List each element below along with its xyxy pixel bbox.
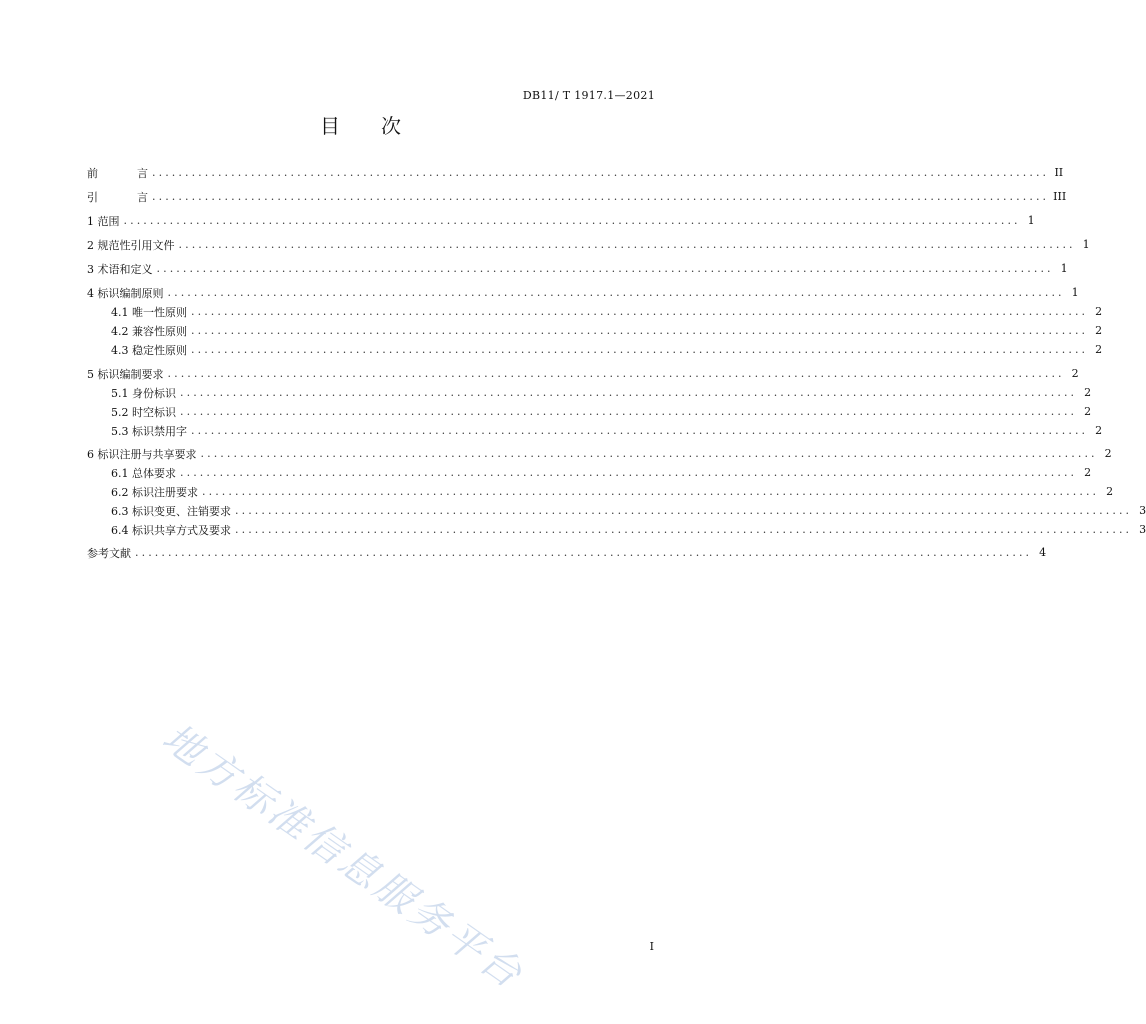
toc-subentry[interactable] (111, 403, 1092, 420)
dot-leader: ........................................................................................................................................ (178, 237, 1076, 251)
toc-page-number: 2 (1106, 485, 1114, 498)
dot-leader: ........................................................................................................................................ (152, 189, 1050, 203)
toc-page-number: 2 (1084, 386, 1092, 399)
toc-page-number: 2 (1095, 424, 1103, 437)
toc-subentry[interactable] (111, 502, 1146, 519)
title-right-char: 次 (381, 114, 404, 138)
dot-leader: ........................................................................................................................................ (191, 323, 1089, 337)
dot-leader: ........................................................................................................................................ (180, 404, 1078, 418)
toc-entry-foreword[interactable] (87, 164, 1064, 181)
toc-page-number: 1 (1071, 286, 1079, 299)
toc-subentry[interactable] (111, 341, 1103, 358)
toc-label: 引 (87, 190, 98, 204)
toc-page-number: III (1053, 190, 1067, 203)
dot-leader: ........................................................................................................................................ (135, 545, 1033, 559)
toc-subentry[interactable] (111, 322, 1103, 339)
toc-subentry[interactable] (111, 303, 1103, 320)
toc-page-number: 2 (1104, 447, 1112, 460)
toc-page-number: 2 (1095, 343, 1103, 356)
toc-label: 2 规范性引用文件 (87, 237, 179, 253)
dot-leader: ........................................................................................................................................ (191, 423, 1089, 437)
watermark: 地方标准信息服务平台 (154, 715, 533, 999)
toc-label: 5 标识编制要求 (87, 366, 168, 382)
toc-entry-bibliography[interactable] (87, 544, 1047, 561)
toc-page-number: 1 (1082, 238, 1090, 251)
toc-subentry[interactable] (111, 384, 1092, 401)
dot-leader: ........................................................................................................................................ (235, 522, 1133, 536)
toc-page-number: 3 (1139, 504, 1146, 517)
toc-subentry[interactable] (111, 483, 1114, 500)
toc-page-number: 1 (1060, 262, 1068, 275)
toc-subentry[interactable] (111, 521, 1146, 538)
dot-leader: ........................................................................................................................................ (191, 304, 1089, 318)
toc-label: 5.3 标识禁用字 (111, 423, 191, 439)
toc-label: 6.1 总体要求 (111, 465, 180, 481)
toc-label: 言 (137, 166, 148, 180)
toc-page-number: II (1054, 166, 1064, 179)
toc-entry[interactable] (87, 236, 1090, 253)
toc-entry[interactable] (87, 284, 1079, 301)
toc-page-number: 2 (1084, 405, 1092, 418)
dot-leader: ........................................................................................................................................ (235, 503, 1133, 517)
toc-entry-introduction[interactable] (87, 188, 1067, 205)
dot-leader: ........................................................................................................................................ (167, 366, 1065, 380)
toc-label: 3 术语和定义 (87, 261, 157, 277)
toc-entry[interactable] (87, 212, 1035, 229)
toc-label: 4.3 稳定性原则 (111, 342, 191, 358)
toc-subentry[interactable] (111, 422, 1103, 439)
dot-leader: ........................................................................................................................................ (191, 342, 1089, 356)
toc-label: 6.3 标识变更、注销要求 (111, 503, 235, 519)
toc-label: 4.1 唯一性原则 (111, 304, 191, 320)
toc-label: 1 范围 (87, 213, 124, 229)
dot-leader: ........................................................................................................................................ (180, 385, 1078, 399)
toc-page-number: 2 (1095, 324, 1103, 337)
toc-label: 参考文献 (87, 545, 135, 561)
toc-label: 6.4 标识共享方式及要求 (111, 522, 235, 538)
dot-leader: ........................................................................................................................................ (202, 484, 1100, 498)
toc-label: 前 (87, 166, 98, 180)
dot-leader: ........................................................................................................................................ (167, 285, 1065, 299)
toc-entry[interactable] (87, 445, 1112, 462)
toc-entry[interactable] (87, 260, 1068, 277)
toc-page-number: 2 (1084, 466, 1092, 479)
toc-entry[interactable] (87, 365, 1079, 382)
toc-label: 言 (137, 190, 148, 204)
dot-leader: ........................................................................................................................................ (200, 446, 1098, 460)
dot-leader: ........................................................................................................................................ (180, 465, 1078, 479)
dot-leader: ........................................................................................................................................ (123, 213, 1021, 227)
toc-page-number: 2 (1095, 305, 1103, 318)
toc-label: 6.2 标识注册要求 (111, 484, 202, 500)
toc-subentry[interactable] (111, 464, 1092, 481)
toc-label: 6 标识注册与共享要求 (87, 446, 201, 462)
toc-label: 5.1 身份标识 (111, 385, 180, 401)
toc-page-number: 1 (1027, 214, 1035, 227)
title-left-char: 目 (320, 114, 343, 138)
toc-page-number: 2 (1071, 367, 1079, 380)
toc-label: 5.2 时空标识 (111, 404, 180, 420)
dot-leader: ........................................................................................................................................ (152, 165, 1050, 179)
page-title (0, 110, 724, 139)
toc-page-number: 4 (1039, 546, 1047, 559)
standard-code: DB11/ T 1917.1—2021 (522, 89, 655, 102)
dot-leader: ........................................................................................................................................ (156, 261, 1054, 275)
page-number: I (649, 940, 654, 953)
toc-label: 4.2 兼容性原则 (111, 323, 191, 339)
toc-page-number: 3 (1139, 523, 1146, 536)
toc-label: 4 标识编制原则 (87, 285, 168, 301)
